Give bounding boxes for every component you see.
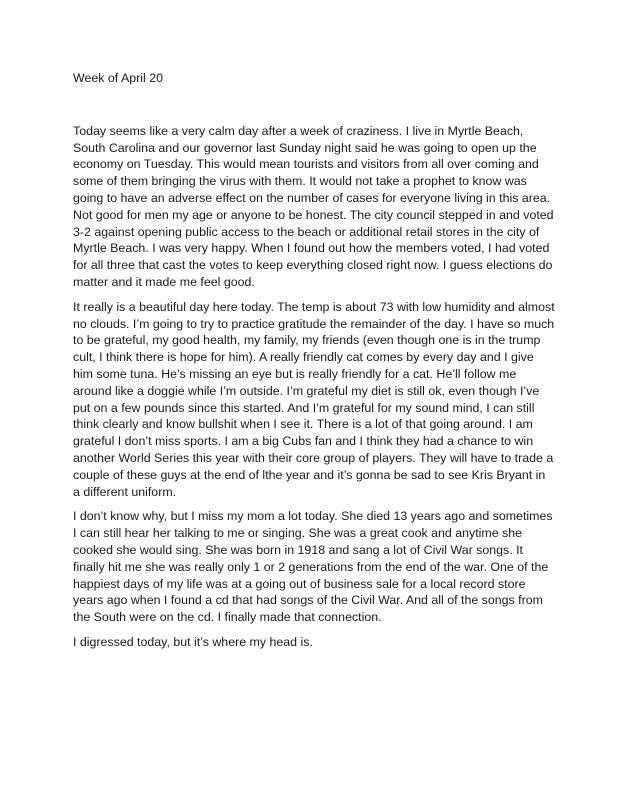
text-line: him some tuna. He’s missing an eye but is really friendly for a cat. He’ll follow me	[73, 366, 517, 381]
date-heading: Week of April 20	[73, 71, 163, 85]
text-line: I can still hear her talking to me or singing. She was a great cook and anytime she	[73, 526, 523, 541]
text-line: around like a doggie while I’m outside. I’m grateful my diet is still ok, even though I’ve	[73, 383, 540, 398]
text-line: finally hit me she was really only 1 or 2 generations from the end of the war. One of the	[73, 559, 549, 574]
text-line: matter and it made me feel good.	[73, 274, 255, 289]
text-line: happiest days of my life was at a going out of business sale for a local record store	[73, 576, 526, 591]
text-line: South Carolina and our governor last Sunday night said he was going to open up the	[73, 140, 537, 155]
text-line: 3-2 against opening public access to the beach or additional retail stores in the city of	[73, 224, 540, 239]
text-line: Myrtle Beach. I was very happy. When I found out how the members voted, I had voted	[73, 241, 550, 256]
text-line: to be grateful, my good health, my family, my friends (even though one is in the trump	[73, 333, 541, 348]
text-line: years ago when I found a cd that had songs of the Civil War. And all of the songs from	[73, 593, 543, 608]
text-line: Not good for men my age or anyone to be honest. The city council stepped in and voted	[73, 207, 554, 222]
text-line: no clouds. I’m going to try to practice gratitude the remainder of the day. I have so much	[73, 316, 555, 331]
text-line: grateful I don’t miss sports. I am a big Cubs fan and I think they had a chance to win	[73, 434, 534, 449]
text-line: cult, I think there is hope for him). A really friendly cat comes by every day and I give	[73, 350, 534, 365]
text-line: I don’t know why, but I miss my mom a lot today. She died 13 years ago and sometimes	[73, 509, 553, 524]
paragraph-list	[73, 123, 555, 651]
document-body	[73, 70, 555, 659]
text-line: for all three that cast the votes to keep everything closed right now. I guess elections do	[73, 258, 553, 273]
text-line: It really is a beautiful day here today. The temp is about 73 with low humidity and almost	[73, 299, 555, 314]
paragraph	[73, 123, 554, 291]
text-line: another World Series this year with their core group of players. They will have to trade a	[73, 450, 554, 465]
text-line: Today seems like a very calm day after a week of craziness. I live in Myrtle Beach,	[73, 123, 524, 138]
text-line: some of them bringing the virus with them. It would not take a prophet to know was	[73, 174, 527, 189]
text-line: I digressed today, but it’s where my head is.	[73, 634, 313, 649]
text-line: going to have an adverse effect on the number of cases for everyone living in this area.	[73, 190, 551, 205]
text-line: think clearly and know bullshit when I see it. There is a lot of that going around. I am	[73, 417, 533, 432]
text-line: couple of these guys at the end of lthe year and it’s gonna be sad to see Kris Bryant in	[73, 467, 546, 482]
paragraph	[73, 299, 555, 501]
text-line: a different uniform.	[73, 484, 177, 499]
text-line: cooked she would sing. She was born in 1918 and sang a lot of Civil War songs. It	[73, 542, 523, 557]
text-line: economy on Tuesday. This would mean tourists and visitors from all over coming and	[73, 157, 539, 172]
text-line: the South were on the cd. I finally made that connection.	[73, 610, 382, 625]
paragraph	[73, 508, 553, 626]
paragraph	[73, 634, 549, 651]
text-line: put on a few pounds since this started. And I’m grateful for my sound mind, I can still	[73, 400, 535, 415]
